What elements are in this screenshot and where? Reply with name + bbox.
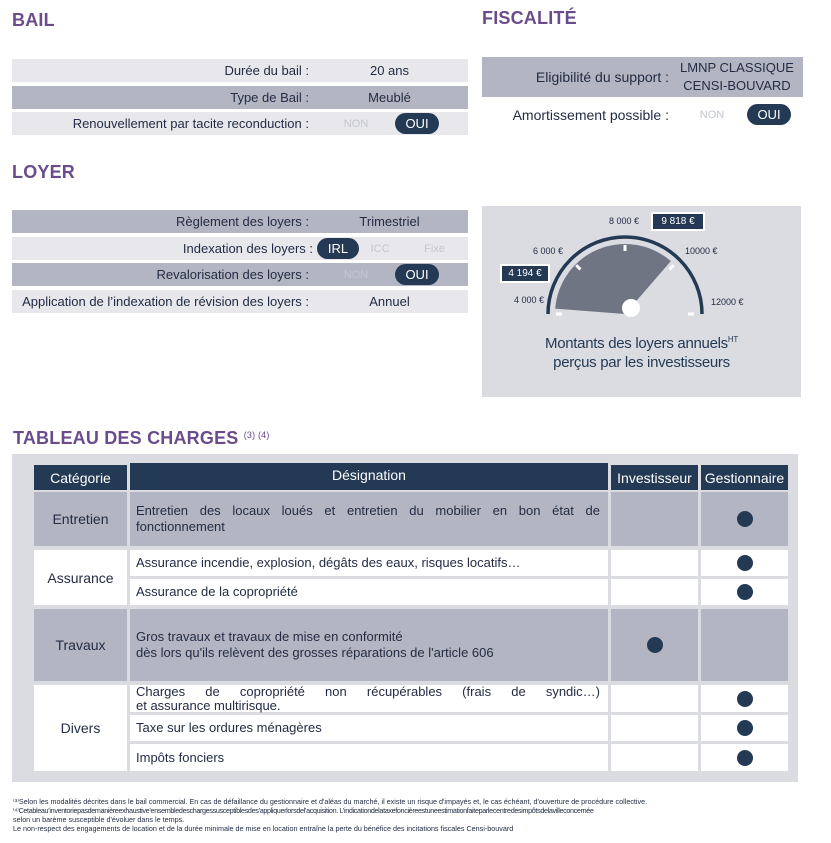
footnote-4-cont: selon un barème susceptible d'évoluer dans le temps.	[13, 816, 185, 824]
charges-designation-divers-3: Impôts fonciers	[130, 744, 608, 771]
bail-row-renouvellement	[12, 112, 468, 135]
bail-row-type	[12, 86, 468, 109]
charges-designation-divers-1	[130, 685, 608, 712]
fiscalite-eligibilite-line2: CENSI-BOUVARD	[683, 78, 791, 93]
fiscalite-eligibilite-value	[677, 59, 797, 95]
charges-divers-2-gestionnaire	[701, 715, 788, 741]
bail-duree-value: 20 ans	[369, 63, 410, 78]
charges-designation-assurance-1: Assurance incendie, explosion, dégâts des eaux, risques locatifs…	[130, 550, 608, 576]
fiscalite-eligibilite-label: Eligibilité du support :	[535, 69, 669, 85]
footnote-4: ⁽⁴⁾Cetableau’inventoriepasdemanièreexhaustive’ensembledeschargessusceptiblesdes’appliquerlorsdel’acquisition. L’indicationdelataxefoncièreestuneestimationfaiteparlecentredesimpôtsdelavilleconcernée	[13, 807, 594, 815]
charges-header-investisseur: Investisseur	[611, 465, 698, 490]
charge-assigned-dot	[737, 511, 753, 527]
fiscalite-row-amortissement	[482, 103, 803, 126]
charges-designation-divers-1-line1: Charges de copropriété non récupérables (frais de syndic…)	[136, 683, 600, 699]
loyer-title: LOYER	[12, 162, 76, 182]
gauge-caption-line2: perçus par les investisseurs	[553, 354, 730, 371]
loyer-reglement-value: Trimestriel	[359, 214, 420, 229]
charges-designation-travaux-line2: dès lors qu'ils relèvent des grosses réparations de l'article 606	[136, 645, 494, 660]
charges-designation-divers-1-line2: et assurance multirisque.	[136, 697, 281, 713]
gauge-tick-mark	[670, 265, 674, 269]
gauge-high-value-badge: 9 818 €	[651, 212, 705, 231]
loyer-revalorisation-oui[interactable]: OUI	[395, 264, 439, 285]
gauge-tick-4000: 4 000 €	[514, 295, 545, 305]
charges-table	[12, 454, 798, 782]
fiscalite-amortissement-non[interactable]: NON	[699, 108, 725, 121]
charges-divers-2-investisseur	[611, 715, 698, 741]
loyer-indexation-irl[interactable]: IRL	[317, 238, 359, 259]
bail-type-label: Type de Bail :	[230, 90, 309, 105]
loyer-row-indexation	[12, 237, 468, 260]
loyer-row-revalorisation	[12, 263, 468, 286]
fiscalite-amortissement-label: Amortissement possible :	[512, 106, 669, 123]
gauge-tick-12000: 12000 €	[711, 297, 744, 307]
charges-divers-1-gestionnaire	[701, 685, 788, 712]
gauge-tick-10000: 10000 €	[685, 246, 718, 256]
charges-designation-travaux	[130, 609, 608, 681]
bail-renouvellement-non[interactable]: NON	[343, 117, 369, 130]
charges-category-assurance: Assurance	[34, 550, 127, 605]
loyer-row-application	[12, 290, 468, 313]
gauge-caption-line1: Montants des loyers annuels	[545, 335, 728, 352]
fiscalite-eligibilite-line1: LMNP CLASSIQUE	[680, 60, 794, 75]
charge-assigned-dot	[737, 720, 753, 736]
charges-designation-entretien	[130, 492, 608, 546]
charges-category-travaux: Travaux	[34, 609, 127, 681]
loyer-revalorisation-non[interactable]: NON	[343, 268, 369, 281]
charges-designation-entretien-text: Entretien des locaux loués et entretien du mobilier en bon état de fonctionnement	[136, 503, 600, 534]
charge-assigned-dot	[737, 691, 753, 707]
footnote-3: ⁽³⁾Selon les modalités décrites dans le bail commercial. En cas de défaillance du gestionnaire et d'aléas du marché, il existe un risque d'impayés et, le cas échéant, d'ouverture de procédure collective.	[13, 798, 648, 806]
charges-category-divers: Divers	[34, 685, 127, 771]
fiscalite-row-eligibilite	[482, 57, 803, 97]
loyer-reglement-label: Règlement des loyers :	[176, 214, 309, 229]
charge-assigned-dot	[647, 637, 663, 653]
bail-renouvellement-label: Renouvellement par tacite reconduction :	[72, 116, 309, 131]
gauge-range-fill	[555, 244, 671, 314]
bail-row-duree	[12, 59, 468, 82]
charges-header-categorie: Catégorie	[34, 465, 127, 490]
loyer-revalorisation-label: Revalorisation des loyers :	[156, 267, 309, 282]
charges-designation-divers-2: Taxe sur les ordures ménagères	[130, 715, 608, 741]
loyer-row-reglement	[12, 210, 468, 233]
charges-assurance-1-investisseur	[611, 550, 698, 576]
charges-designation-assurance-2: Assurance de la copropriété	[130, 579, 608, 605]
loyer-indexation-fixe[interactable]: Fixe	[424, 242, 445, 255]
charges-header-designation: Désignation	[130, 463, 608, 490]
charge-assigned-dot	[737, 750, 753, 766]
bail-duree-label: Durée du bail :	[224, 63, 309, 78]
gauge-caption	[482, 330, 801, 372]
fiscalite-amortissement-oui[interactable]: OUI	[747, 104, 791, 125]
charges-title-refs: (3) (4)	[243, 430, 270, 440]
rent-gauge-panel	[482, 206, 801, 397]
charges-category-entretien: Entretien	[34, 492, 127, 546]
charges-divers-1-investisseur	[611, 685, 698, 712]
charges-assurance-2-investisseur	[611, 579, 698, 605]
charges-travaux-investisseur	[611, 609, 698, 681]
charges-designation-travaux-line1: Gros travaux et travaux de mise en conformité	[136, 629, 403, 644]
loyer-application-label: Application de l’indexation de révision des loyers :	[22, 294, 309, 309]
charges-assurance-1-gestionnaire	[701, 550, 788, 576]
charge-assigned-dot	[737, 555, 753, 571]
gauge-tick-6000: 6 000 €	[533, 246, 564, 256]
charges-entretien-gestionnaire	[701, 492, 788, 546]
charges-title	[13, 428, 270, 449]
gauge-low-value-badge: 4 194 €	[500, 264, 550, 283]
charges-travaux-gestionnaire	[701, 609, 788, 681]
loyer-indexation-label: Indexation des loyers :	[182, 241, 313, 256]
charges-divers-3-gestionnaire	[701, 744, 788, 771]
bail-renouvellement-oui[interactable]: OUI	[395, 113, 439, 134]
bail-title: BAIL	[12, 10, 55, 30]
footnote-censi-bouvard: Le non-respect des engagements de location et de la durée minimale de mise en location entraîne la perte du bénéfice des incitations fiscales Censi-bouvard	[13, 825, 514, 833]
bail-type-value: Meublé	[368, 90, 411, 105]
charges-header-gestionnaire: Gestionnaire	[701, 465, 788, 490]
loyer-indexation-icc[interactable]: ICC	[370, 242, 390, 255]
gauge-tick-8000: 8 000 €	[609, 216, 640, 226]
charges-divers-3-investisseur	[611, 744, 698, 771]
fiscalite-title: FISCALITÉ	[482, 8, 577, 28]
charge-assigned-dot	[737, 584, 753, 600]
gauge-caption-sup: HT	[727, 335, 738, 344]
gauge-hub	[622, 299, 640, 317]
charges-entretien-investisseur	[611, 492, 698, 546]
loyer-application-value: Annuel	[369, 294, 410, 309]
charges-assurance-2-gestionnaire	[701, 579, 788, 605]
charges-title-text: TABLEAU DES CHARGES	[13, 428, 239, 448]
